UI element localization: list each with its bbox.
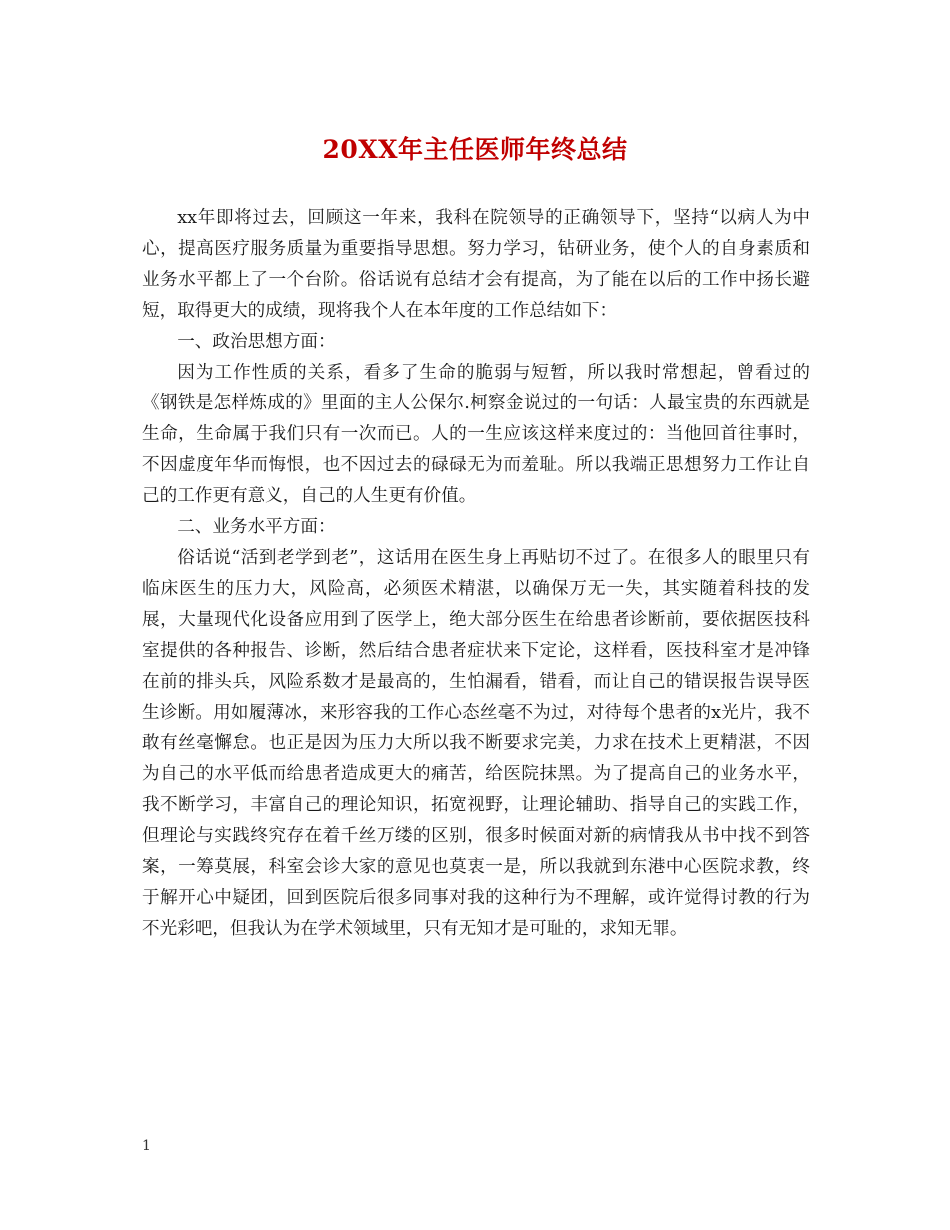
document-title: 20XX年主任医师年终总结 [322, 135, 628, 164]
section-heading-professional: 二、业务水平方面： [177, 517, 336, 538]
document-body [142, 203, 810, 945]
page-number: 1 [142, 1138, 151, 1154]
professional-paragraph: 俗话说“活到老学到老”，这话用在医生身上再贴切不过了。在很多人的眼里只有临床医生的压力大，风险高，必须医术精湛，以确保万无一失，其实随着科技的发展，大量现代化设备应用到了医学上，绝大部分医生在给患者诊断前，要依据医技科室提供的各种报告、诊断，然后结合患者症状来下定论，这样看，医技科室才是冲锋在前的排头兵，风险系数才是最高的，生怕漏看，错看，而让自己的错误报告误导医生诊断。用如履薄冰，来形容我的工作心态丝毫不为过，对待每个患者的x光片，我不敢有丝毫懈怠。也正是因为压力大所以我不断要求完美，力求在技术上更精湛，不因为自己的水平低而给患者造成更大的痛苦，给医院抹黑。为了提高自己的业务水平，我不断学习，丰富自己的理论知识，拓宽视野，让理论辅助、指导自己的实践工作，但理论与实践终究存在着千丝万缕的区别，很多时候面对新的病情我从书中找不到答案，一筹莫展，科室会诊大家的意见也莫衷一是，所以我就到东港中心医院求教，终于解开心中疑团，回到医院后很多同事对我的这种行为不理解，或许觉得讨教的行为不光彩吧，但我认为在学术领域里，只有无知才是可耻的，求知无罪。 [142, 547, 810, 939]
section-heading-political: 一、政治思想方面： [177, 331, 336, 352]
political-paragraph: 因为工作性质的关系，看多了生命的脆弱与短暂，所以我时常想起，曾看过的《钢铁是怎样炼成的》里面的主人公保尔.柯察金说过的一句话：人最宝贵的东西就是生命，生命属于我们只有一次而已。人的一生应该这样来度过的：当他回首往事时，不因虚度年华而悔恨，也不因过去的碌碌无为而羞耻。所以我端正思想努力工作让自己的工作更有意义，自己的人生更有价值。 [142, 362, 810, 507]
intro-paragraph: xx年即将过去，回顾这一年来，我科在院领导的正确领导下，坚持“以病人为中心，提高医疗服务质量为重要指导思想。努力学习，钻研业务，使个人的自身素质和业务水平都上了一个台阶。俗话说有总结才会有提高，为了能在以后的工作中扬长避短，取得更大的成绩，现将我个人在本年度的工作总结如下： [142, 208, 810, 321]
